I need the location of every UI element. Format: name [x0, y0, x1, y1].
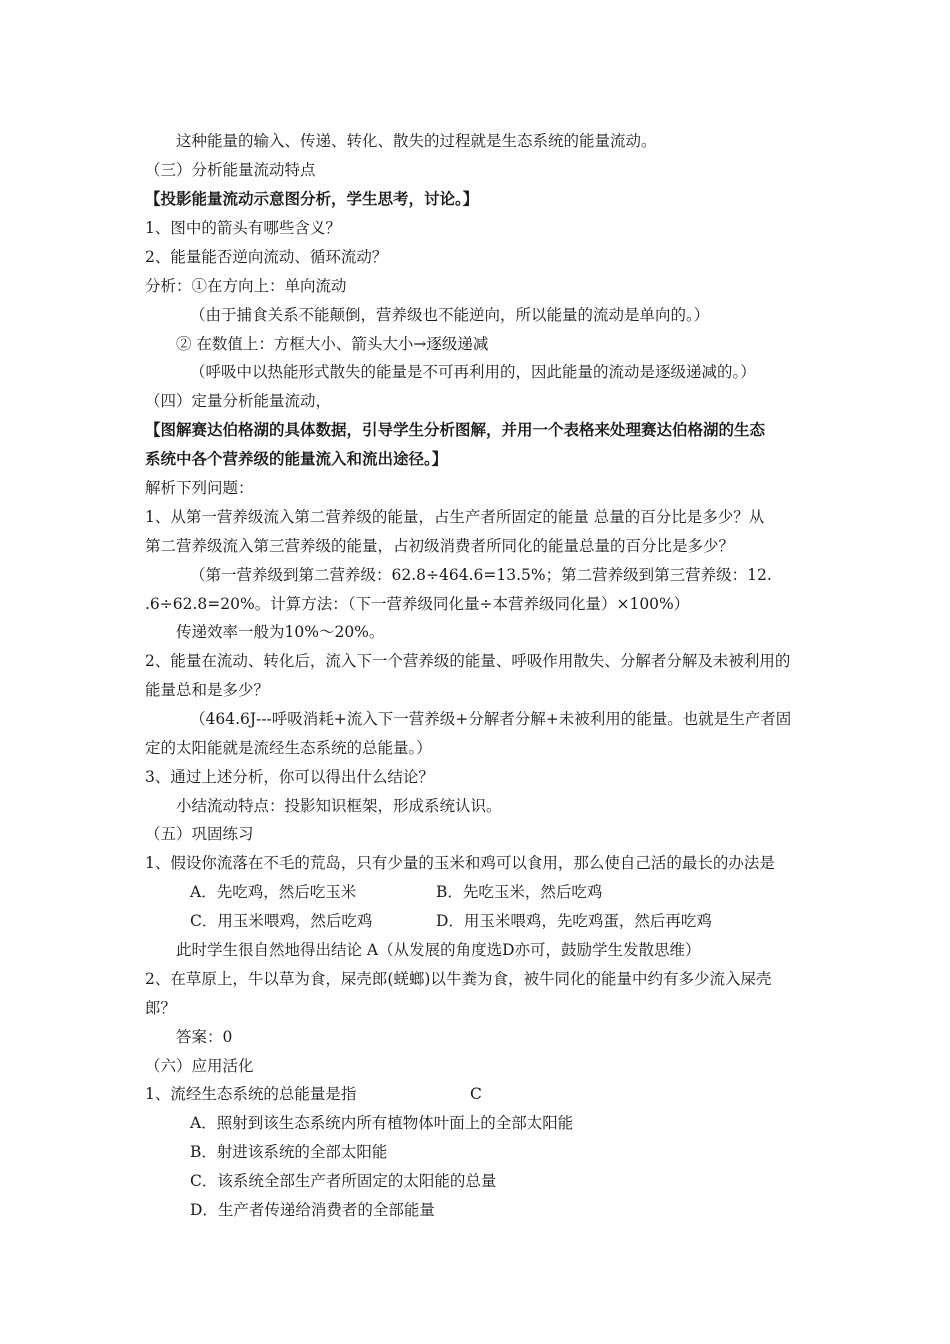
exercise-question-2b: 郎？: [145, 999, 177, 1017]
application-option-d: D．生产者传递给消费者的全部能量: [190, 1201, 435, 1219]
analyze-answer-2b: 定的太阳能就是流经生态系统的总能量。）: [145, 739, 432, 757]
transfer-efficiency: 传递效率一般为10%～20%。: [176, 623, 385, 641]
instruction-bracket-2a: 【图解赛达伯格湖的具体数据，引导学生分析图解，并用一个表格来处理赛达伯格湖的生态: [145, 420, 766, 439]
exercise-conclusion: 此时学生很自然地得出结论 A（从发展的角度选D亦可，鼓励学生发散思维）: [176, 941, 701, 959]
application-option-b: B．射进该系统的全部太阳能: [190, 1143, 388, 1161]
analysis-direction: 分析：①在方向上：单向流动: [145, 277, 347, 295]
section-heading-4: （四）定量分析能量流动，: [145, 392, 332, 410]
analysis-quantity-note: （呼吸中以热能形式散失的能量是不可再利用的，因此能量的流动是逐级递减的。）: [190, 363, 756, 381]
section-heading-3: （三）分析能量流动特点: [145, 161, 316, 179]
question-2: 2、能量能否逆向流动、循环流动？: [145, 248, 388, 266]
instruction-bracket: 【投影能量流动示意图分析，学生思考，讨论。】: [145, 189, 479, 208]
question-1: 1、图中的箭头有哪些含义？: [145, 219, 341, 237]
analyze-question-3: 3、通过上述分析，你可以得出什么结论？: [145, 768, 434, 786]
instruction-bracket-2b: 系统中各个营养级的能量流入和流出途径。】: [145, 449, 448, 468]
analyze-question-1b: 第二营养级流入第三营养级的能量，占初级消费者所同化的能量总量的百分比是多少？: [145, 537, 735, 555]
application-question-1: 1、流经生态系统的总能量是指: [145, 1085, 357, 1103]
paragraph-energy-flow-definition: 这种能量的输入、传递、转化、散失的过程就是生态系统的能量流动。: [176, 132, 657, 150]
application-answer-1: C: [470, 1085, 482, 1103]
analyze-answer-1b: .6÷62.8=20%。计算方法：（下一营养级同化量÷本营养级同化量）×100%）: [145, 595, 690, 613]
application-option-c: C．该系统全部生产者所固定的太阳能的总量: [190, 1172, 497, 1190]
exercise-option-a: A．先吃鸡，然后吃玉米: [190, 883, 357, 901]
exercise-option-b: B．先吃玉米，然后吃鸡: [436, 883, 603, 901]
analyze-heading: 解析下列问题：: [145, 479, 254, 497]
analyze-answer-2a: （464.6J---呼吸消耗+流入下一营养级+分解者分解+未被利用的能量。也就是生产者固: [190, 710, 792, 728]
analysis-quantity: ② 在数值上：方框大小、箭头大小→逐级递减: [176, 335, 489, 353]
analysis-direction-note: （由于捕食关系不能颠倒，营养级也不能逆向，所以能量的流动是单向的。）: [190, 306, 710, 324]
section-heading-5: （五）巩固练习: [145, 825, 254, 843]
analyze-answer-1a: （第一营养级到第二营养级：62.8÷464.6=13.5%；第二营养级到第三营养级：12.: [190, 566, 772, 584]
section-heading-6: （六）应用活化: [145, 1057, 254, 1075]
exercise-question-2a: 2、在草原上，牛以草为食，屎壳郎(蜣螂)以牛粪为食，被牛同化的能量中约有多少流入屎壳: [145, 970, 772, 988]
analyze-question-2b: 能量总和是多少？: [145, 681, 270, 699]
exercise-option-d: D．用玉米喂鸡，先吃鸡蛋，然后再吃鸡: [436, 912, 712, 930]
application-option-a: A．照射到该生态系统内所有植物体叶面上的全部太阳能: [190, 1114, 574, 1132]
analyze-question-1a: 1、从第一营养级流入第二营养级的能量，占生产者所固定的能量 总量的百分比是多少？从: [145, 508, 765, 526]
exercise-option-c: C．用玉米喂鸡，然后吃鸡: [190, 912, 373, 930]
summary-line: 小结流动特点：投影知识框架，形成系统认识。: [176, 797, 502, 815]
exercise-answer-2: 答案：0: [176, 1028, 233, 1046]
analyze-question-2a: 2、能量在流动、转化后，流入下一个营养级的能量、呼吸作用散失、分解者分解及未被利用的: [145, 652, 791, 670]
exercise-question-1: 1、假设你流落在不毛的荒岛，只有少量的玉米和鸡可以食用，那么使自己活的最长的办法是: [145, 854, 775, 872]
